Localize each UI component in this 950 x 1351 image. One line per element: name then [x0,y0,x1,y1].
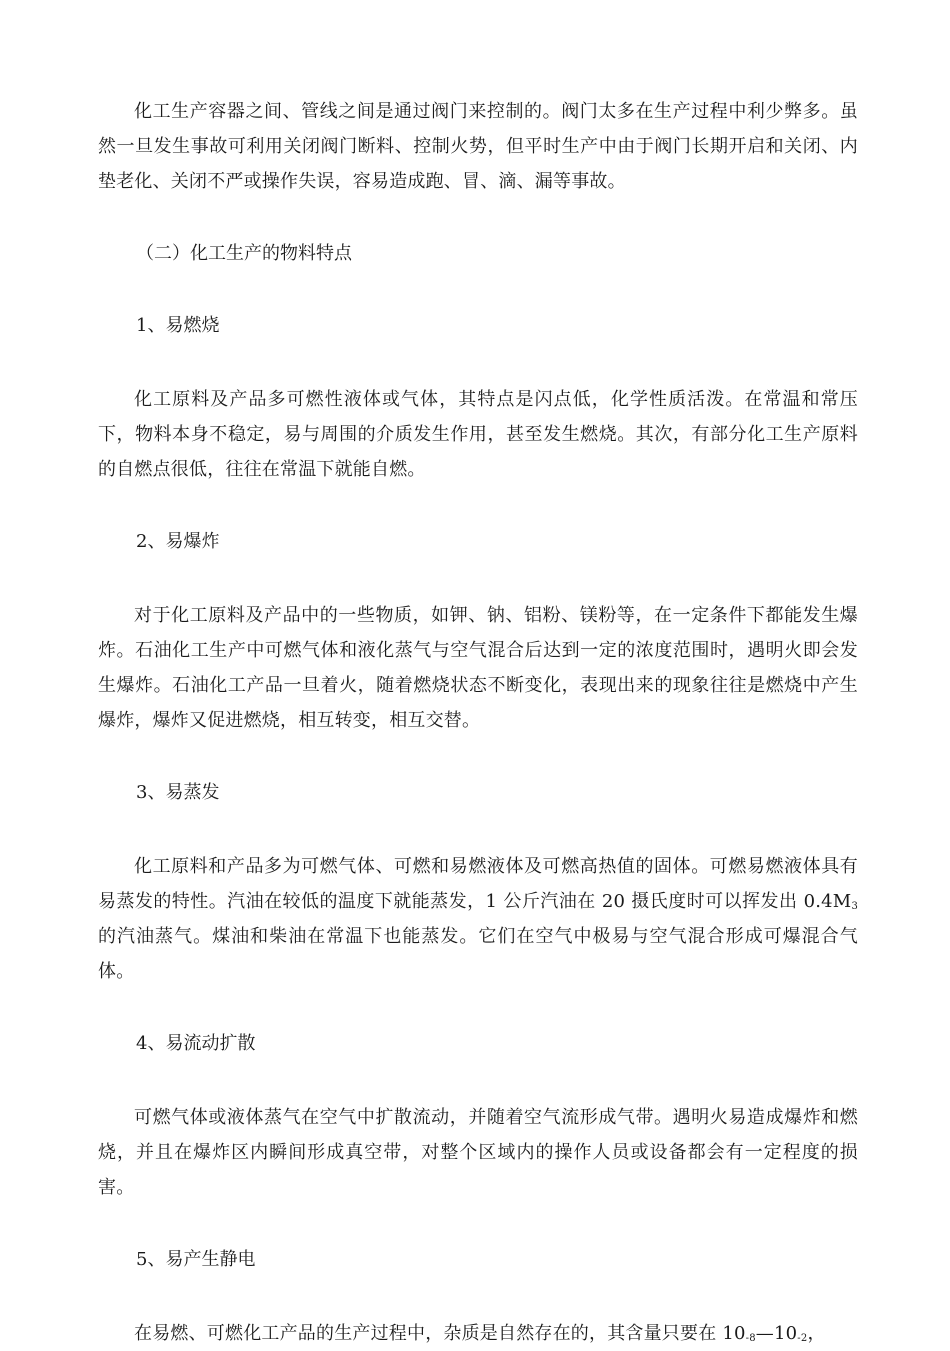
paragraph-flammable: 化工原料及产品多可燃性液体或气体，其特点是闪点低，化学性质活泼。在常温和常压下，物料本身不稳定，易与周围的介质发生作用，甚至发生燃烧。其次，有部分化工生产原料的自燃点很低，往往在常温下就能自燃。 [98,389,858,480]
paragraph-static-dash: —10 [755,1323,798,1344]
section-heading-material-traits: （二）化工生产的物料特点 [136,243,352,264]
paragraph-evaporative-part-2: 的汽油蒸气。煤油和柴油在常温下也能蒸发。它们在空气中极易与空气混合形成可爆混合气体。 [98,926,858,982]
heading-static: 5、易产生静电 [136,1249,256,1270]
paragraph-valves: 化工生产容器之间、管线之间是通过阀门来控制的。阀门太多在生产过程中利少弊多。虽然一旦发生事故可利用关闭阀门断料、控制火势，但平时生产中由于阀门长期开启和关闭、内垫老化、关闭不严或操作失误，容易造成跑、冒、滴、漏等事故。 [98,101,858,192]
document-page [98,94,858,1351]
paragraph-explosive: 对于化工原料及产品中的一些物质，如钾、钠、铝粉、镁粉等，在一定条件下都能发生爆炸。石油化工生产中可燃气体和液化蒸气与空气混合后达到一定的浓度范围时，遇明火即会发生爆炸。石油化工产品一旦着火，随着燃烧状态不断变化，表现出来的现象往往是燃烧中产生爆炸，爆炸又促进燃烧，相互转变，相互交替。 [98,605,858,731]
paragraph-evaporative [98,849,858,989]
paragraph-diffusion: 可燃气体或液体蒸气在空气中扩散流动，并随着空气流形成气带。遇明火易造成爆炸和燃烧，并且在爆炸区内瞬间形成真空带，对整个区域内的操作人员或设备都会有一定程度的损害。 [98,1107,858,1198]
heading-diffusion: 4、易流动扩散 [136,1033,256,1054]
paragraph-evaporative-part-1: 化工原料和产品多为可燃气体、可燃和易燃液体及可燃高热值的固体。可燃易燃液体具有易蒸发的特性。汽油在较低的温度下就能蒸发，1 公斤汽油在 20 摄氏度时可以挥发出 0.4M [98,856,858,912]
heading-flammable: 1、易燃烧 [136,315,220,336]
paragraph-static-part-2: ， [807,1323,826,1344]
paragraph-static-part-1: 在易燃、可燃化工产品的生产过程中，杂质是自然存在的，其含量只要在 10 [134,1323,746,1344]
paragraph-static [98,1316,858,1351]
cubic-exponent: 3 [851,901,858,912]
heading-evaporative: 3、易蒸发 [136,782,220,803]
exponent-minus-8: -8 [745,1333,756,1344]
heading-explosive: 2、易爆炸 [136,531,220,552]
exponent-minus-2: -2 [797,1333,808,1344]
